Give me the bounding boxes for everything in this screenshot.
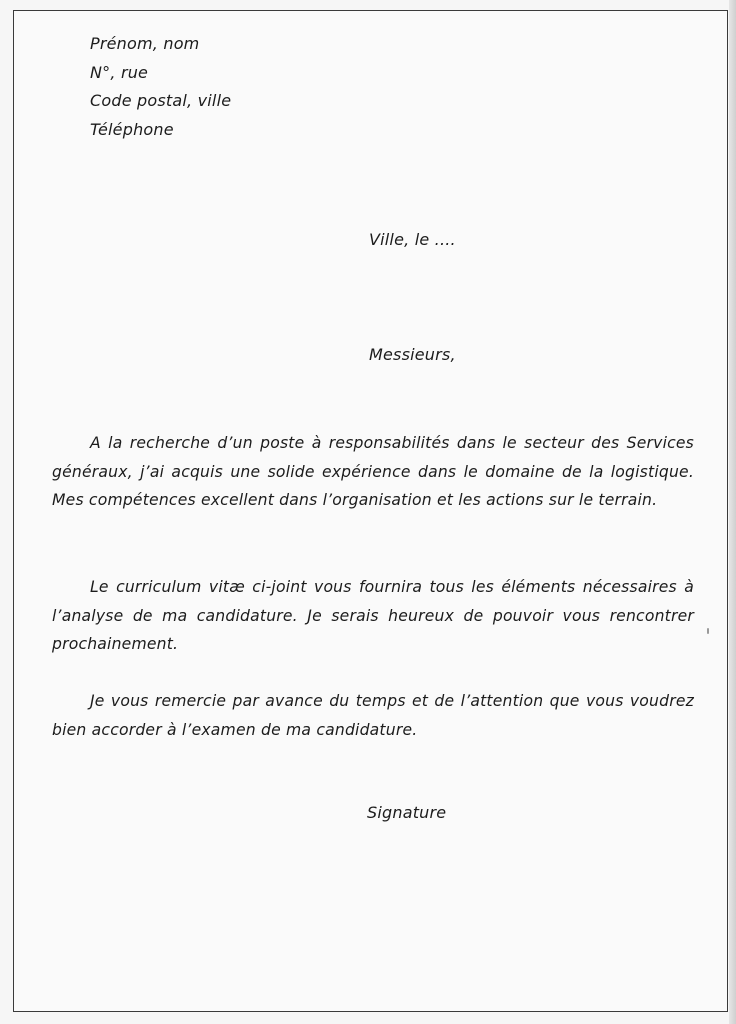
page-edge-shadow — [729, 0, 736, 1024]
scan-speck — [707, 628, 709, 634]
sender-name: Prénom, nom — [90, 34, 200, 53]
salutation: Messieurs, — [369, 345, 456, 364]
sender-street: N°, rue — [90, 62, 149, 82]
signature: Signature — [367, 803, 447, 822]
paragraph-2: Le curriculum vitæ ci-joint vous fournira tous les éléments nécessaires à l’analyse de ma candidature. Je serais heureux de pouvoir vous rencontrer prochainement. — [52, 578, 694, 653]
paragraph-1: A la recherche d’un poste à responsabilités dans le secteur des Services généraux, j’ai acquis une solide expérience dans le domaine de la logistique. Mes compétences excellent dans l’organisation et les actions sur le terrain. — [52, 434, 694, 509]
sender-city: Code postal, ville — [90, 91, 232, 110]
letter-date: Ville, le .... — [369, 230, 456, 249]
sender-block — [90, 30, 231, 144]
paragraph-3: Je vous remercie par avance du temps et de l’attention que vous voudrez bien accorder à l’examen de ma candidature. — [52, 692, 694, 739]
sender-phone: Téléphone — [90, 119, 174, 139]
